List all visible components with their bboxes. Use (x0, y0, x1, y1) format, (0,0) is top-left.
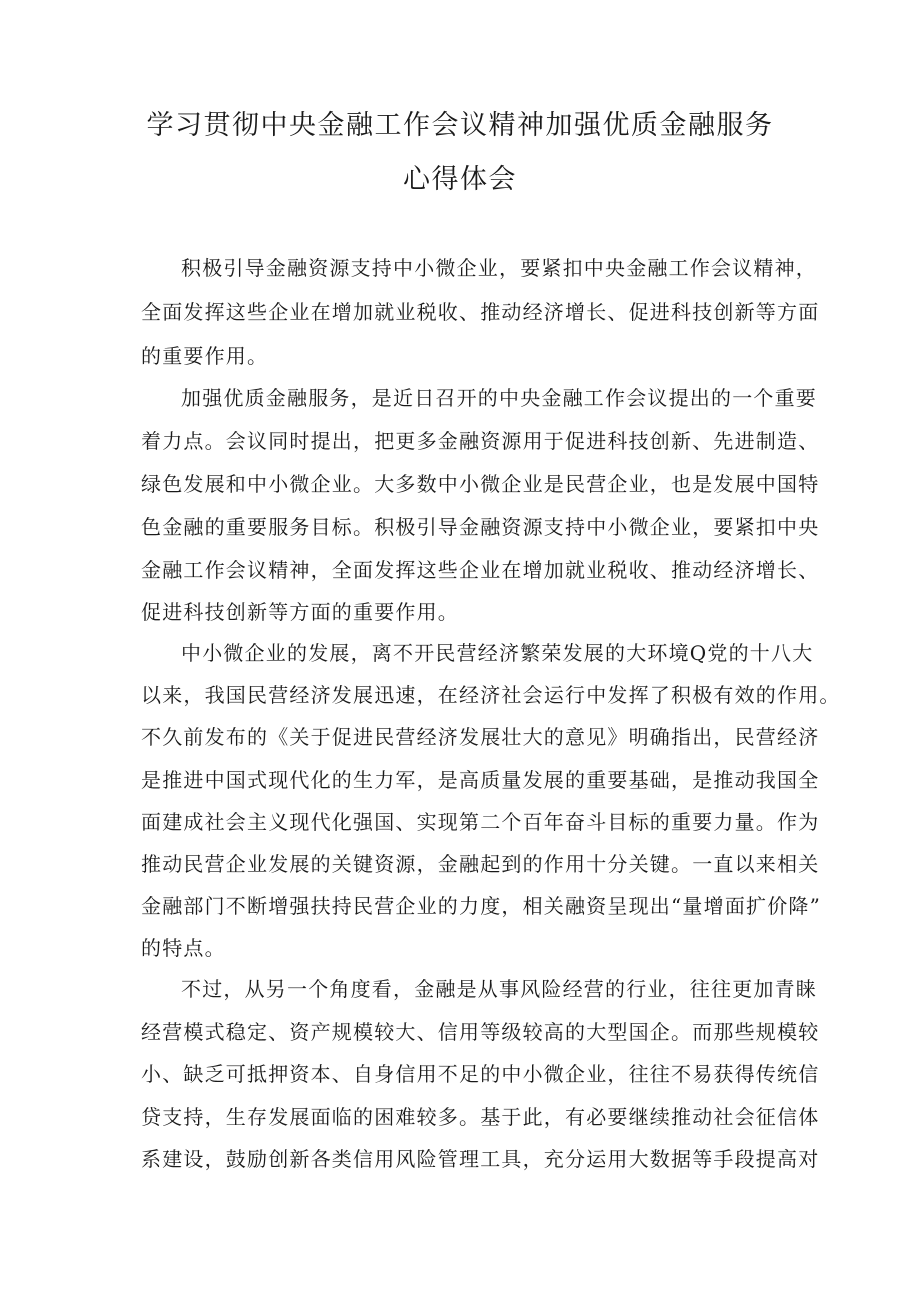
paragraph-3-line-2: 以来，我国民营经济发展迅速，在经济社会运行中发挥了积极有效的作用。 (141, 683, 841, 707)
paragraph-2-line-2: 着力点。会议同时提出，把更多金融资源用于促进科技创新、先进制造、 (141, 429, 820, 453)
paragraph-2-line-1: 加强优质金融服务，是近日召开的中央金融工作会议提出的一个重要 (181, 386, 817, 410)
paragraph-2-line-4: 色金融的重要服务目标。积极引导金融资源支持中小微企业，要紧扣中央 (141, 515, 820, 539)
paragraph-4-line-2: 经营模式稳定、资产规模较大、信用等级较高的大型国企。而那些规模较 (141, 1020, 820, 1044)
paragraph-2-line-3: 绿色发展和中小微企业。大多数中小微企业是民营企业，也是发展中国特 (141, 472, 820, 496)
paragraph-3-line-5: 面建成社会主义现代化强国、实现第二个百年奋斗目标的重要力量。作为 (141, 810, 820, 834)
paragraph-3-line-3: 不久前发布的《关于促进民营经济发展壮大的意见》明确指出，民营经济 (141, 725, 820, 749)
paragraph-4-line-5: 系建设，鼓励创新各类信用风险管理工具，充分运用大数据等手段提高对 (141, 1147, 820, 1171)
paragraph-3-line-1: 中小微企业的发展，离不开民营经济繁荣发展的大环境Q党的十八大 (181, 641, 814, 665)
paragraph-3-line-7: 金融部门不断增强扶持民营企业的力度，相关融资呈现出“量增面扩价降” (141, 894, 822, 918)
paragraph-1-line-3: 的重要作用。 (141, 344, 269, 368)
document-title-line-2: 心得体会 (403, 164, 517, 195)
paragraph-4-line-4: 贷支持，生存发展面临的困难较多。基于此，有必要继续推动社会征信体 (141, 1105, 820, 1129)
paragraph-3-line-6: 推动民营企业发展的关键资源，金融起到的作用十分关键。一直以来相关 (141, 852, 820, 876)
paragraph-1-line-1: 积极引导金融资源支持中小微企业，要紧扣中央金融工作会议精神， (181, 256, 817, 280)
document-title-line-1: 学习贯彻中央金融工作会议精神加强优质金融服务 (146, 110, 774, 141)
paragraph-4-line-1: 不过，从另一个角度看，金融是从事风险经营的行业，往往更加青睐 (181, 977, 817, 1001)
paragraph-2-line-5: 金融工作会议精神，全面发挥这些企业在增加就业税收、推动经济增长、 (141, 558, 820, 582)
paragraph-3-line-4: 是推进中国式现代化的生力军，是高质量发展的重要基础，是推动我国全 (141, 768, 820, 792)
paragraph-3-line-8: 的特点。 (141, 936, 226, 960)
paragraph-2-line-6: 促进科技创新等方面的重要作用。 (141, 600, 459, 624)
paragraph-4-line-3: 小、缺乏可抵押资本、自身信用不足的中小微企业，往往不易获得传统信 (141, 1062, 820, 1086)
paragraph-1-line-2: 全面发挥这些企业在增加就业税收、推动经济增长、促进科技创新等方面 (141, 300, 820, 324)
